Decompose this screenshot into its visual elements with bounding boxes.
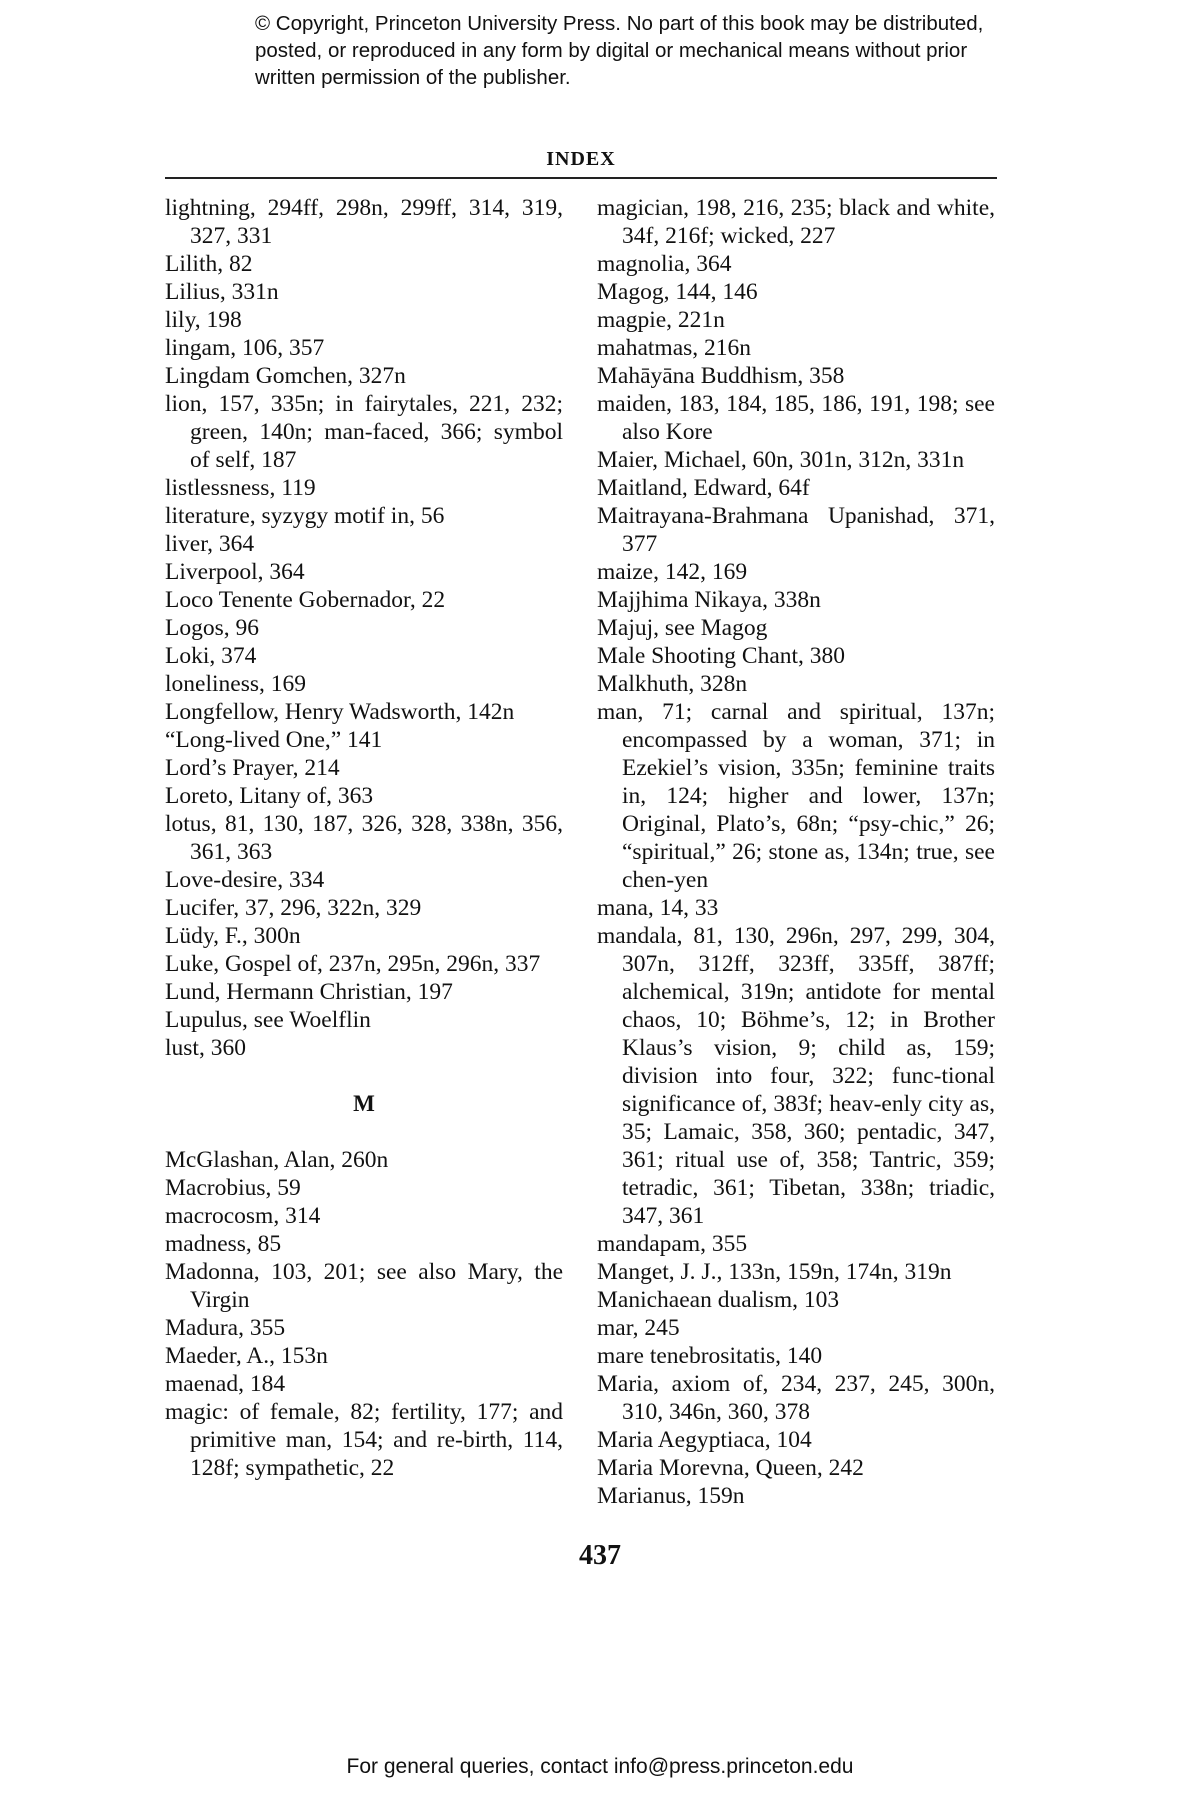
index-entry: Liverpool, 364 bbox=[165, 559, 305, 585]
index-entry: mare tenebrositatis, 140 bbox=[597, 1343, 823, 1369]
index-entry: Malkhuth, 328n bbox=[597, 671, 748, 697]
index-entry: Majjhima Nikaya, 338n bbox=[597, 587, 821, 613]
index-entry: maenad, 184 bbox=[165, 1371, 286, 1397]
index-entry: lily, 198 bbox=[165, 307, 242, 333]
index-entry: loneliness, 169 bbox=[165, 671, 306, 697]
index-entry: Maria Aegyptiaca, 104 bbox=[597, 1427, 812, 1453]
index-entry: macrocosm, 314 bbox=[165, 1203, 321, 1229]
index-entry: Lund, Hermann Christian, 197 bbox=[165, 979, 453, 1005]
index-entry: Marianus, 159n bbox=[597, 1483, 745, 1509]
index-entry: mar, 245 bbox=[597, 1315, 680, 1341]
index-entry: literature, syzygy motif in, 56 bbox=[165, 503, 445, 529]
index-entry: mahatmas, 216n bbox=[597, 335, 752, 361]
index-entry: liver, 364 bbox=[165, 531, 255, 557]
index-entry: Longfellow, Henry Wadsworth, 142n bbox=[165, 699, 515, 725]
index-entry: Lord’s Prayer, 214 bbox=[165, 755, 340, 781]
index-entry: Maeder, A., 153n bbox=[165, 1343, 328, 1369]
index-entry: lion, 157, 335n; in fairytales, 221, 232; green, 140n; man-faced, 366; symbol of self, 187 bbox=[165, 391, 563, 473]
index-group-m bbox=[165, 1146, 563, 1482]
index-entry: madness, 85 bbox=[165, 1231, 282, 1257]
index-entry: maiden, 183, 184, 185, 186, 191, 198; see also Kore bbox=[597, 391, 995, 445]
index-group-l bbox=[165, 194, 563, 1062]
index-entry: “Long-lived One,” 141 bbox=[165, 727, 383, 753]
index-entry: magnolia, 364 bbox=[597, 251, 732, 277]
index-entry: mandala, 81, 130, 296n, 297, 299, 304, 307n, 312ff, 323ff, 335ff, 387ff; alchemical, 319n; antidote for mental chaos, 10; Böhme’s, 12; in Brother Klaus’s vision, 9; child as, 159; division into four, 322; func-tional significance of, 383f; heav-enly city as, 35; Lamaic, 358, 360; pentadic, 347, 361; ritual use of, 358; Tantric, 359; tetradic, 361; Tibetan, 338n; triadic, 347, 361 bbox=[597, 923, 995, 1229]
index-entry: Maitland, Edward, 64f bbox=[597, 475, 810, 501]
index-entry: Loco Tenente Gobernador, 22 bbox=[165, 587, 446, 613]
index-entry: magician, 198, 216, 235; black and white, 34f, 216f; wicked, 227 bbox=[597, 195, 995, 249]
index-entry: Loki, 374 bbox=[165, 643, 257, 669]
index-entry: Macrobius, 59 bbox=[165, 1175, 301, 1201]
index-entry: Maria Morevna, Queen, 242 bbox=[597, 1455, 864, 1481]
index-entry: maize, 142, 169 bbox=[597, 559, 748, 585]
index-entry: Lilith, 82 bbox=[165, 251, 253, 277]
section-letter: M bbox=[353, 1091, 375, 1116]
index-entry: magpie, 221n bbox=[597, 307, 725, 333]
index-entry: lingam, 106, 357 bbox=[165, 335, 325, 361]
index-entry: Maitrayana-Brahmana Upanishad, 371, 377 bbox=[597, 503, 995, 557]
index-entry: lotus, 81, 130, 187, 326, 328, 338n, 356, 361, 363 bbox=[165, 811, 563, 865]
index-entry: Mahāyāna Buddhism, 358 bbox=[597, 363, 845, 389]
index-entry: Lupulus, see Woelflin bbox=[165, 1007, 371, 1033]
index-entry: magic: of female, 82; fertility, 177; and primitive man, 154; and re-birth, 114, 128f; sympathetic, 22 bbox=[165, 1399, 563, 1481]
index-entry: Maria, axiom of, 234, 237, 245, 300n, 310, 346n, 360, 378 bbox=[597, 1371, 995, 1425]
index-entry: Logos, 96 bbox=[165, 615, 259, 641]
page-header: INDEX bbox=[546, 148, 616, 170]
index-entry: Manget, J. J., 133n, 159n, 174n, 319n bbox=[597, 1259, 952, 1285]
index-entry: mandapam, 355 bbox=[597, 1231, 748, 1257]
index-entry: man, 71; carnal and spiritual, 137n; encompassed by a woman, 371; in Ezekiel’s vision, 335n; feminine traits in, 124; higher and lower, 137n; Original, Plato’s, 68n; “psy-chic,” 26; “spiritual,” 26; stone as, 134n; true, see chen-yen bbox=[597, 699, 995, 893]
index-entry: McGlashan, Alan, 260n bbox=[165, 1147, 389, 1173]
contact-footer: For general queries, contact info@press.princeton.edu bbox=[346, 1755, 854, 1778]
index-entry: lightning, 294ff, 298n, 299ff, 314, 319, 327, 331 bbox=[165, 195, 563, 249]
index-entry: mana, 14, 33 bbox=[597, 895, 719, 921]
header-rule bbox=[165, 177, 997, 179]
index-entry: listlessness, 119 bbox=[165, 475, 316, 501]
index-entry: Majuj, see Magog bbox=[597, 615, 768, 641]
index-entry: lust, 360 bbox=[165, 1035, 246, 1061]
index-entry: Lucifer, 37, 296, 322n, 329 bbox=[165, 895, 422, 921]
index-entry: Magog, 144, 146 bbox=[597, 279, 758, 305]
page-number: 437 bbox=[579, 1540, 621, 1571]
index-entry: Love-desire, 334 bbox=[165, 867, 325, 893]
index-entry: Madura, 355 bbox=[165, 1315, 286, 1341]
index-group-m-continued bbox=[597, 194, 995, 1510]
index-entry: Lilius, 331n bbox=[165, 279, 279, 305]
index-entry: Manichaean dualism, 103 bbox=[597, 1287, 840, 1313]
index-entry: Lüdy, F., 300n bbox=[165, 923, 301, 949]
copyright-notice: © Copyright, Princeton University Press. No part of this book may be distributed, posted, or reproduced in any form by digital or mechanical means without prior written permission of the publisher. bbox=[255, 12, 984, 89]
left-column bbox=[165, 194, 563, 1482]
index-entry: Maier, Michael, 60n, 301n, 312n, 331n bbox=[597, 447, 965, 473]
right-column bbox=[597, 194, 995, 1510]
index-entry: Loreto, Litany of, 363 bbox=[165, 783, 374, 809]
index-entry: Male Shooting Chant, 380 bbox=[597, 643, 846, 669]
index-entry: Luke, Gospel of, 237n, 295n, 296n, 337 bbox=[165, 951, 541, 977]
index-entry: Lingdam Gomchen, 327n bbox=[165, 363, 406, 389]
index-entry: Madonna, 103, 201; see also Mary, the Virgin bbox=[165, 1259, 563, 1313]
